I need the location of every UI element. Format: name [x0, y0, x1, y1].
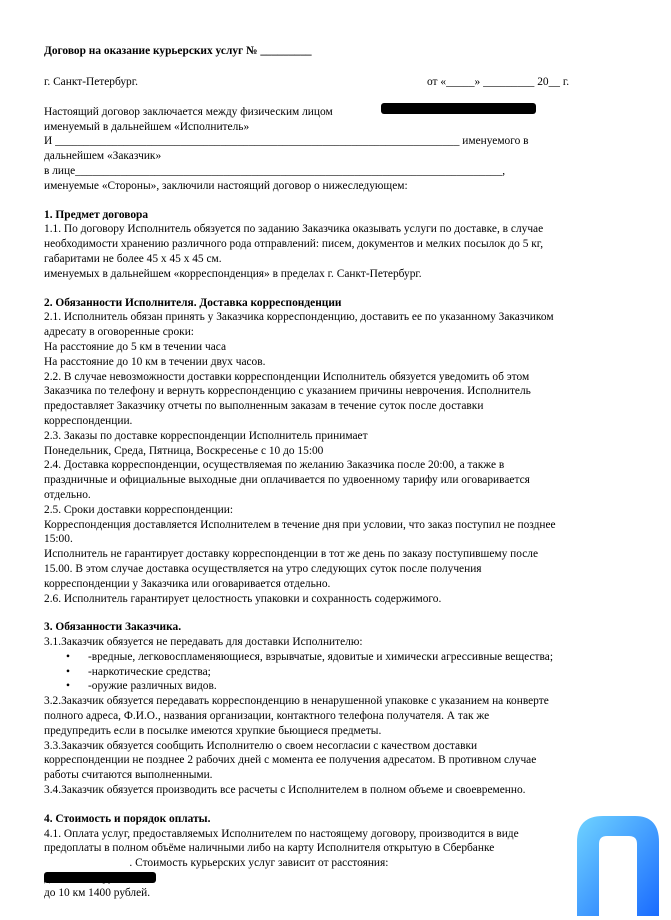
section-2: [44, 296, 644, 607]
city: г. Санкт-Петербург.: [44, 75, 138, 88]
brand-logo-icon: [573, 812, 663, 916]
clause-line: 2.3. Заказы по доставке корреспонденции Исполнитель принимает: [44, 429, 368, 442]
clause-line: 15.00. В этом случае доставка осуществляется на утро следующих суток после получения: [44, 562, 482, 575]
intro-line: именуемый в дальнейшем «Исполнитель»: [44, 120, 250, 133]
clause-line: необходимости хранению различного рода отправлений: писем, документов и мелких посылок до 5 кг,: [44, 238, 544, 251]
clause-line: 1.1. По договору Исполнитель обязуется по заданию Заказчика оказывать услуги по доставке, в случае: [44, 223, 544, 236]
intro-paragraph: [44, 105, 644, 194]
section-heading: 1. Предмет договора: [44, 208, 149, 221]
document-title: Договор на оказание курьерских услуг № _________: [44, 45, 312, 57]
redaction-card: [44, 872, 156, 883]
section-4: [44, 812, 644, 901]
section-heading: 3. Обязанности Заказчика.: [44, 621, 182, 634]
clause-line: 4.1. Оплата услуг, предоставляемых Исполнителем по настоящему договору, производится в виде: [44, 827, 519, 840]
clause-line: 3.2.Заказчик обязуется передавать корреспонденцию в ненарушенной упаковке с указанием на конверте: [44, 695, 549, 708]
bullet-item: [44, 679, 644, 694]
clause-line: Корреспонденция доставляется Исполнителем в течение дня при условии, что заказ поступил не позднее: [44, 518, 556, 531]
clause-line: полного адреса, Ф.И.О., названия организации, контактного телефона получателя. А так же: [44, 710, 490, 723]
clause-line: 3.3.Заказчик обязуется сообщить Исполнителю о своем несогласии с качеством доставки: [44, 739, 478, 752]
clause-line: предоставляет Заказчику отчеты по выполненным заказам в течение суток после доставки: [44, 400, 484, 413]
clause-line: Заказчика по телефону и вернуть корреспонденцию с указанием причины неврочения. Исполнитель: [44, 385, 531, 398]
intro-line: именуемые «Стороны», заключили настоящий договор о нижеследующем:: [44, 179, 408, 192]
intro-line: И _______________________________________________________________________ именуемого в: [44, 135, 529, 148]
intro-line: в лице___________________________________________________________________________,: [44, 164, 506, 177]
clause-line: 2.1. Исполнитель обязан принять у Заказчика корреспонденцию, доставить ее по указанному Заказчиком: [44, 311, 554, 324]
intro-line: дальнейшем «Заказчик»: [44, 150, 162, 163]
clause-line: отдельно.: [44, 488, 91, 501]
city-date-line: [44, 75, 644, 90]
contract-date: от «_____» _________ 20__ г.: [427, 75, 570, 88]
bullet-icon: •: [66, 680, 70, 693]
clause-line: 3.1.Заказчик обязуется не передавать для доставки Исполнителю:: [44, 636, 363, 649]
clause-line: Понедельник, Среда, Пятница, Воскресенье с 10 до 15:00: [44, 444, 324, 457]
clause-line: корреспонденции не позднее 2 рабочих дней с момента ее получения адресатом. В противном случае: [44, 754, 537, 767]
clause-line: предоплаты в полном объёме наличными либо на карту Исполнителя открытую в Сбербанке: [44, 842, 495, 855]
intro-line: Настоящий договор заключается между физическим лицом: [44, 105, 333, 118]
bullet-item: [44, 650, 644, 665]
redaction-name: [381, 103, 536, 114]
clause-line: Исполнитель не гарантирует доставку корреспонденции в тот же день по заказу поступившему после: [44, 548, 539, 561]
clause-line: корреспонденции у Заказчика или оговаривается отдельно.: [44, 577, 331, 590]
clause-line: 2.2. В случае невозможности доставки корреспонденции Исполнитель обязуется уведомить об этом: [44, 370, 530, 383]
clause-line: 2.5. Сроки доставки корреспонденции:: [44, 503, 233, 516]
clause-line: 2.6. Исполнитель гарантирует целостность упаковки и сохранность содержимого.: [44, 592, 442, 605]
clause-line: корреспонденции.: [44, 414, 133, 427]
bullet-icon: •: [66, 665, 70, 678]
clause-line: . Стоимость курьерских услуг зависит от расстояния:: [44, 857, 389, 870]
clause-line: праздничные и официальные выходные дни оплачивается по удвоенному тарифу или оговаривается: [44, 474, 530, 487]
clause-line: На расстояние до 10 км в течении двух часов.: [44, 355, 266, 368]
clause-line: 3.4.Заказчик обязуется производить все расчеты с Исполнителем в полном объеме и своевременно.: [44, 784, 526, 797]
section-heading: 4. Стоимость и порядок оплаты.: [44, 812, 211, 825]
clause-line: На расстояние до 5 км в течении часа: [44, 340, 227, 353]
clause-line: до 10 км 1400 рублей.: [44, 886, 151, 899]
bullet-text: -оружие различных видов.: [88, 680, 217, 693]
clause-line: габаритами не более 45 х 45 х 45 см.: [44, 252, 222, 265]
section-heading: 2. Обязанности Исполнителя. Доставка корреспонденции: [44, 296, 342, 309]
section-3: [44, 620, 644, 798]
section-1: [44, 208, 644, 282]
bullet-text: -вредные, легковоспламеняющиеся, взрывчатые, ядовитые и химически агрессивные вещества;: [88, 650, 553, 663]
contract-document: [44, 44, 644, 901]
clause-line: адресату в оговоренные сроки:: [44, 326, 194, 339]
bullet-icon: •: [66, 650, 70, 663]
clause-line: работы считаются выполненными.: [44, 769, 213, 782]
clause-line: 15:00.: [44, 533, 73, 546]
bullet-item: [44, 665, 644, 680]
clause-line: именуемых в дальнейшем «корреспонденция» в пределах г. Санкт-Петербург.: [44, 267, 422, 280]
clause-line: 2.4. Доставка корреспонденции, осуществляемая по желанию Заказчика после 20:00, а также в: [44, 459, 505, 472]
bullet-text: -наркотические средства;: [88, 665, 211, 678]
clause-line: предупредить если в посылке имеются хрупкие бьющиеся предметы.: [44, 724, 382, 737]
